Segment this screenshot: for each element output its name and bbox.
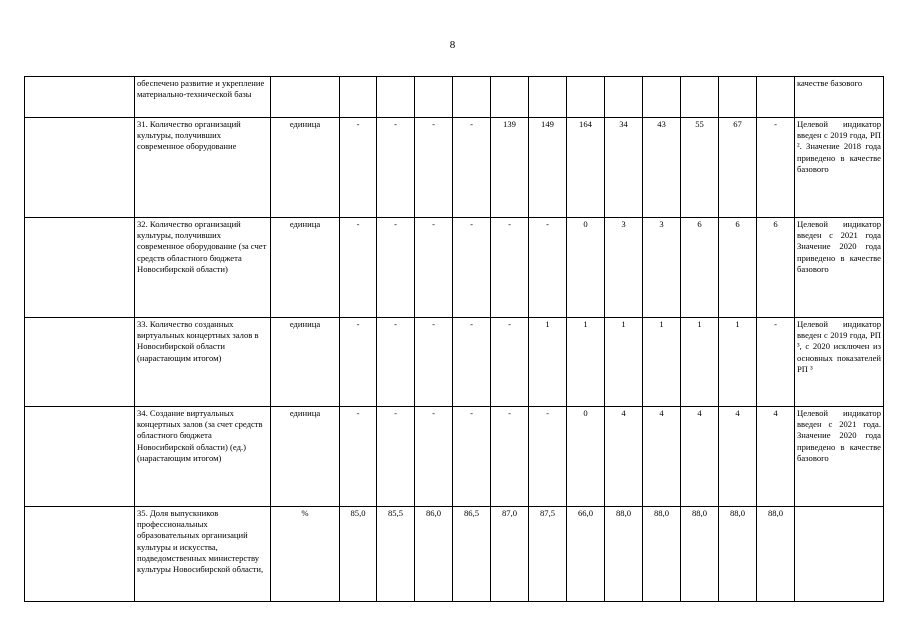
value-cell [377, 77, 415, 118]
value-cell: - [415, 318, 453, 407]
value-cell: 6 [681, 218, 719, 318]
unit-cell: единица [271, 118, 340, 218]
value-cell: 1 [605, 318, 643, 407]
value-cell: - [491, 407, 529, 507]
value-cell: 86,5 [453, 507, 491, 602]
value-cell: 85,5 [377, 507, 415, 602]
value-cell: 0 [567, 218, 605, 318]
program-column-cell [25, 118, 135, 218]
value-cell: 88,0 [681, 507, 719, 602]
value-cell: 43 [643, 118, 681, 218]
value-cell [491, 77, 529, 118]
value-cell: 34 [605, 118, 643, 218]
value-cell: 3 [605, 218, 643, 318]
value-cell: - [529, 218, 567, 318]
value-cell: 1 [643, 318, 681, 407]
note-cell: Целевой индикатор введен с 2019 года, РП ². Значение 2018 года приведено в качестве базового [795, 118, 884, 218]
value-cell [757, 77, 795, 118]
table-row [25, 218, 884, 318]
value-cell: 164 [567, 118, 605, 218]
value-cell: - [377, 318, 415, 407]
value-cell: 149 [529, 118, 567, 218]
value-cell: 1 [681, 318, 719, 407]
value-cell: - [491, 318, 529, 407]
value-cell: 1 [529, 318, 567, 407]
value-cell: - [415, 407, 453, 507]
program-column-cell [25, 507, 135, 602]
value-cell: 88,0 [643, 507, 681, 602]
indicator-name-cell: 32. Количество организаций культуры, получивших современное оборудование (за счет средств областного бюджета Новосибирской области) [135, 218, 271, 318]
value-cell: - [453, 218, 491, 318]
value-cell: 3 [643, 218, 681, 318]
value-cell: - [529, 407, 567, 507]
value-cell [415, 77, 453, 118]
value-cell: 87,5 [529, 507, 567, 602]
value-cell: - [377, 407, 415, 507]
value-cell: 66,0 [567, 507, 605, 602]
value-cell [643, 77, 681, 118]
value-cell: 6 [757, 218, 795, 318]
indicators-table [24, 76, 884, 602]
value-cell: - [453, 407, 491, 507]
value-cell: 85,0 [340, 507, 377, 602]
value-cell: 0 [567, 407, 605, 507]
value-cell: 88,0 [719, 507, 757, 602]
indicator-name-cell: 33. Количество созданных виртуальных концертных залов в Новосибирской области (нарастающим итогом) [135, 318, 271, 407]
table-row [25, 407, 884, 507]
value-cell: 4 [681, 407, 719, 507]
program-column-cell [25, 77, 135, 118]
value-cell: 4 [719, 407, 757, 507]
unit-cell [271, 77, 340, 118]
value-cell: 86,0 [415, 507, 453, 602]
value-cell: - [491, 218, 529, 318]
indicator-name-cell: 35. Доля выпускников профессиональных образовательных организаций культуры и искусства, подведомственных министерству культуры Новосибирской области, [135, 507, 271, 602]
program-column-cell [25, 218, 135, 318]
value-cell [567, 77, 605, 118]
table-row [25, 118, 884, 218]
indicator-name-cell: 34. Создание виртуальных концертных залов (за счет средств областного бюджета Новосибирской области) (ед.) (нарастающим итогом) [135, 407, 271, 507]
value-cell [453, 77, 491, 118]
value-cell [340, 77, 377, 118]
value-cell [681, 77, 719, 118]
program-column-cell [25, 318, 135, 407]
value-cell: - [453, 318, 491, 407]
value-cell [529, 77, 567, 118]
value-cell: 87,0 [491, 507, 529, 602]
table-row [25, 507, 884, 602]
unit-cell: единица [271, 218, 340, 318]
note-cell [795, 507, 884, 602]
page-number: 8 [449, 39, 456, 51]
value-cell: 88,0 [605, 507, 643, 602]
value-cell: 1 [719, 318, 757, 407]
note-cell: качестве базового [795, 77, 884, 118]
program-column-cell [25, 407, 135, 507]
value-cell: 4 [605, 407, 643, 507]
note-cell: Целевой индикатор введен с 2021 года Значение 2020 года приведено в качестве базового [795, 218, 884, 318]
table-row [25, 77, 884, 118]
value-cell: 55 [681, 118, 719, 218]
value-cell: - [757, 318, 795, 407]
value-cell: - [340, 218, 377, 318]
note-cell: Целевой индикатор введен с 2021 года. Значение 2020 года приведено в качестве базового [795, 407, 884, 507]
value-cell: - [340, 407, 377, 507]
value-cell: 139 [491, 118, 529, 218]
value-cell [605, 77, 643, 118]
value-cell: - [377, 218, 415, 318]
value-cell: 67 [719, 118, 757, 218]
value-cell [719, 77, 757, 118]
value-cell: - [377, 118, 415, 218]
value-cell: - [340, 318, 377, 407]
value-cell: - [453, 118, 491, 218]
indicator-name-cell: 31. Количество организаций культуры, получивших современное оборудование [135, 118, 271, 218]
value-cell: 1 [567, 318, 605, 407]
value-cell: - [340, 118, 377, 218]
value-cell: - [415, 118, 453, 218]
value-cell: 6 [719, 218, 757, 318]
value-cell: - [415, 218, 453, 318]
value-cell: 4 [643, 407, 681, 507]
value-cell: 4 [757, 407, 795, 507]
unit-cell: % [271, 507, 340, 602]
table-row [25, 318, 884, 407]
value-cell: 88,0 [757, 507, 795, 602]
unit-cell: единица [271, 318, 340, 407]
unit-cell: единица [271, 407, 340, 507]
value-cell: - [757, 118, 795, 218]
indicator-name-cell: обеспечено развитие и укрепление материально-технической базы [135, 77, 271, 118]
note-cell: Целевой индикатор введен с 2019 года, РП ³, с 2020 исключен из основных показателей РП ³ [795, 318, 884, 407]
